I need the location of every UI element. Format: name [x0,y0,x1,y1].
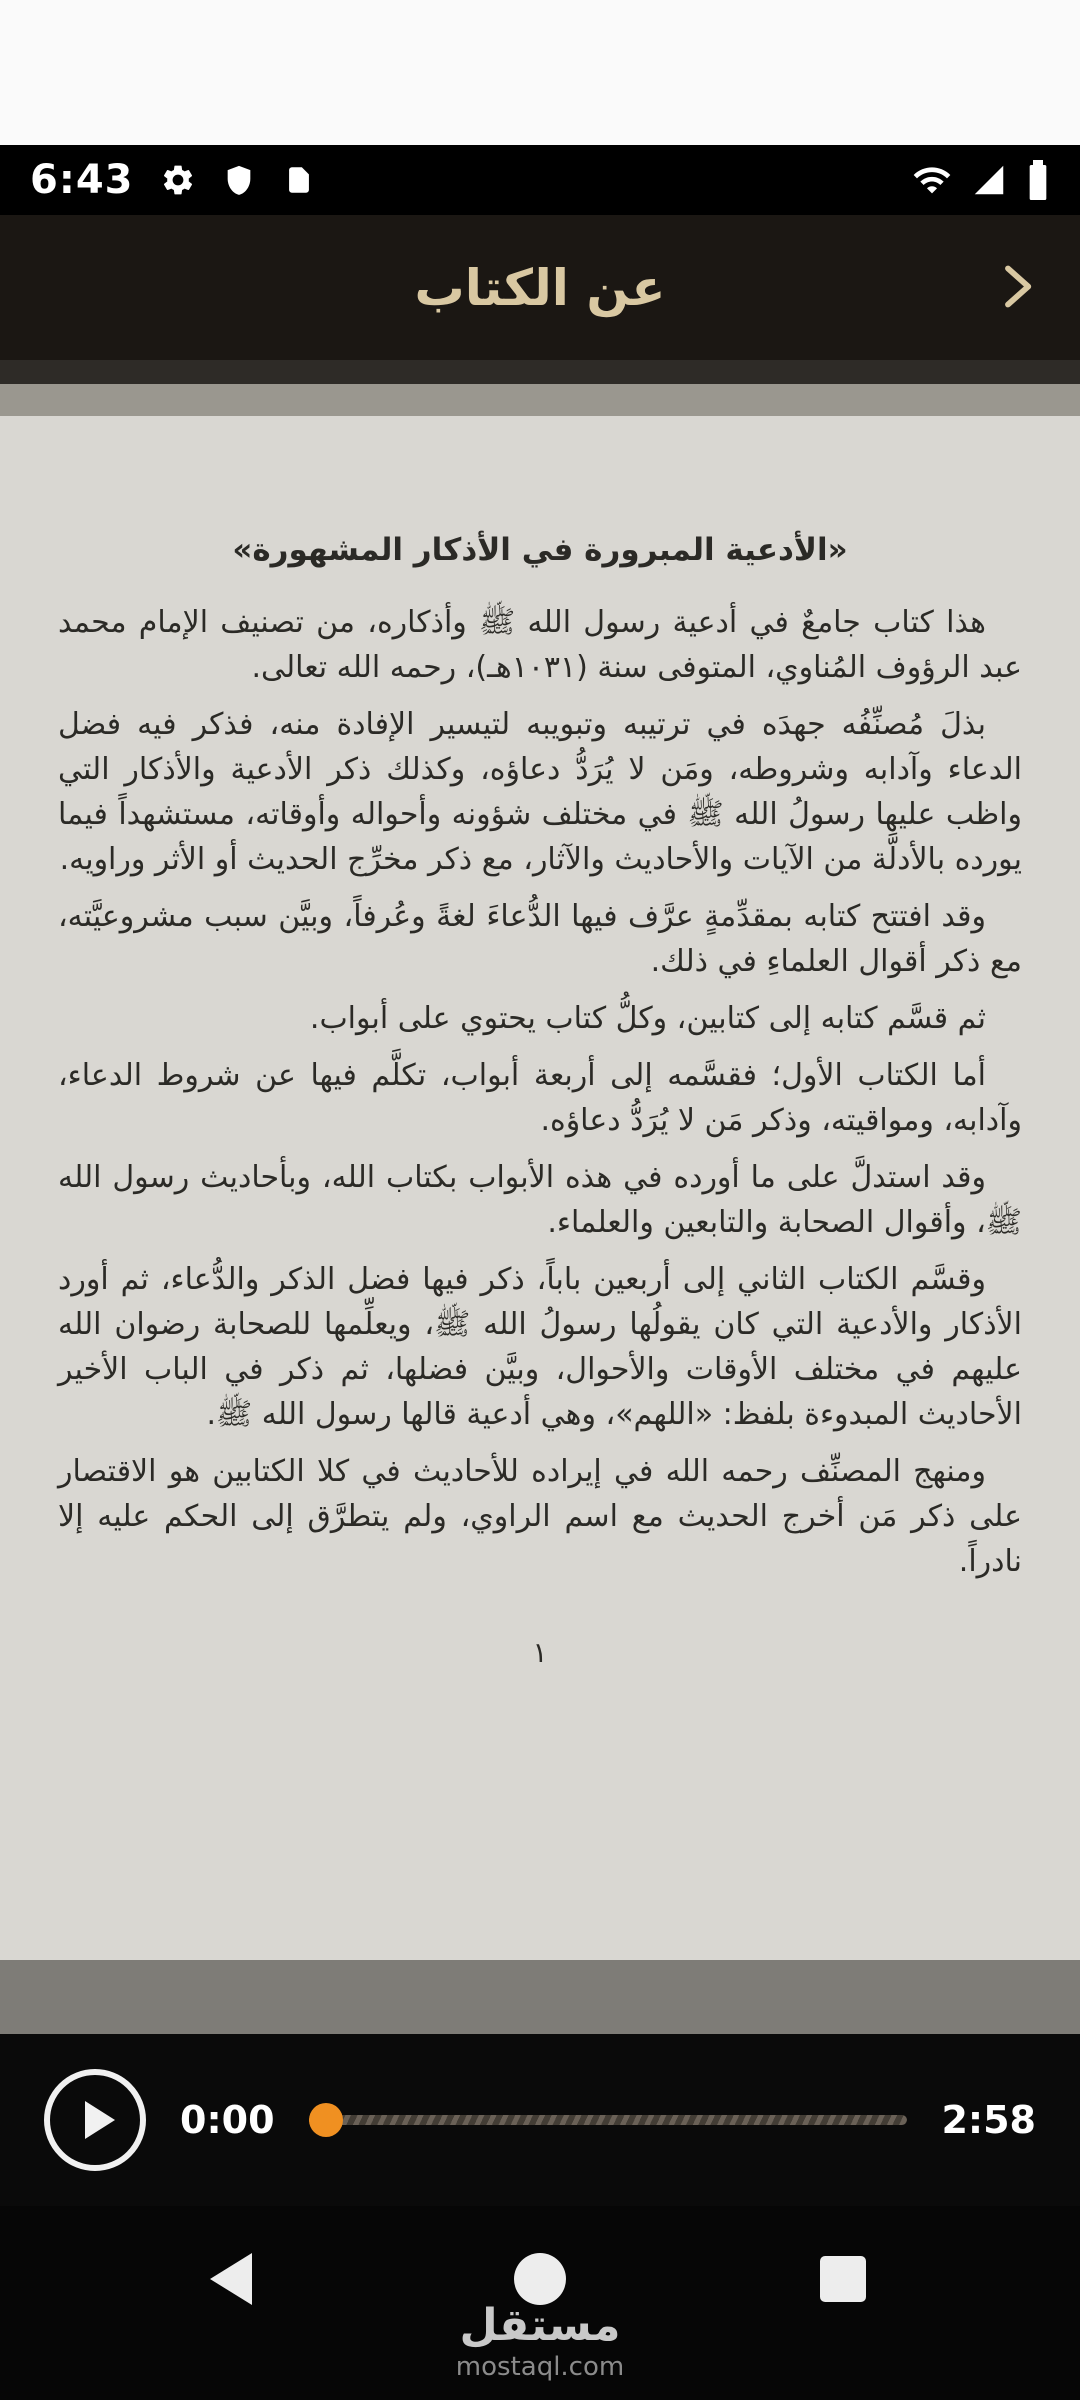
current-time: 0:00 [180,2098,275,2142]
status-bar [0,145,1080,215]
page-paragraph: وقسَّم الكتاب الثاني إلى أربعين باباً، ذكر فيها فضل الذكر والدُّعاء، ثم أورد الأذكار والأدعية التي كان يقولُها رسولُ الله ﷺ، ويعلِّمها للصحابة رضوان الله عليهم في مختلف الأوقات والأحوال، وبيَّن فضلها، ثم ذكر في الباب الأخير الأحاديث المبدوءة بلفظ: «اللهم»، وهي أدعية قالها رسول الله ﷺ. [58,1262,1022,1432]
page-paragraph: ومنهج المصنِّف رحمه الله في إيراده للأحاديث في كلا الكتابين هو الاقتصار على ذكر مَن أخرج الحديث مع اسم الراوي، ولم يتطرَّق إلى الحكم عليه إلا نادراً. [58,1454,1022,1579]
page-paragraph: ثم قسَّم كتابه إلى كتابين، وكلُّ كتاب يحتوي على أبواب. [309,1001,986,1036]
back-button[interactable] [984,253,1050,322]
book-page[interactable] [0,416,1080,1960]
cell-signal-icon [970,161,1008,199]
play-icon [85,2101,115,2139]
wifi-icon [912,160,952,200]
slider-thumb[interactable] [309,2103,343,2137]
app-bar [0,215,1080,360]
clock: 6:43 [30,157,134,203]
page-gap-band-bottom [0,1960,1080,2034]
page-number: ١ [532,1636,548,1669]
page-gap-band-top [0,384,1080,416]
status-bar-right [912,160,1050,200]
watermark-logo: مستقل [459,2300,621,2351]
slider-track [309,2115,908,2125]
top-letterbox [0,0,1080,145]
watermark [0,2302,1080,2382]
sim-card-icon [282,163,316,197]
settings-icon [160,162,196,198]
duration: 2:58 [941,2098,1036,2142]
play-button[interactable] [44,2069,146,2171]
reader-shadow-band [0,360,1080,384]
audio-player-bar [0,2034,1080,2206]
nav-home-button[interactable] [514,2253,566,2305]
chevron-right-icon [990,301,1044,316]
watermark-domain: mostaql.com [455,2352,625,2383]
book-title-heading: «الأدعية المبرورة في الأذكار المشهورة» [232,532,848,568]
page-paragraph: وقد افتتح كتابه بمقدِّمةٍ عرَّف فيها الدُّعاءَ لغةً وعُرفاً، وبيَّن سبب مشروعيَّته، مع ذكر أقوال العلماءِ في ذلك. [58,899,1022,979]
page-paragraph: وقد استدلَّ على ما أورده في هذه الأبواب بكتاب الله، وبأحاديث رسول الله ﷺ، وأقوال الصحابة والتابعين والعلماء. [58,1160,1022,1240]
status-bar-left [30,157,316,203]
seek-slider[interactable] [309,2100,908,2140]
nav-back-button[interactable] [210,2253,252,2305]
shield-icon [222,163,256,197]
page-title: عن الكتاب [414,258,666,317]
page-paragraph: بذلَ مُصنِّفُه جهدَه في ترتيبه وتبويبه لتيسير الإفادة منه، فذكر فيه فضل الدعاء وآدابه وشروطه، ومَن لا يُرَدُّ دعاؤه، وكذلك ذكر الأدعية والأذكار التي واظب عليها رسولُ الله ﷺ في مختلف شؤونه وأحواله وأوقاته، مستشهداً فيما يورده بالأدلَّة من الآيات والأحاديث والآثار، مع ذكر مخرِّج الحديث أو الأثر وراويه. [58,707,1022,877]
nav-recents-button[interactable] [820,2256,866,2302]
page-paragraph: هذا كتاب جامعٌ في أدعية رسول الله ﷺ وأذكاره، من تصنيف الإمام محمد عبد الرؤوف المُناوي، المتوفى سنة (١٠٣١هـ)، رحمه الله تعالى. [58,605,1022,685]
battery-icon [1026,160,1050,200]
page-paragraph: أما الكتاب الأول؛ فقسَّمه إلى أربعة أبواب، تكلَّم فيها عن شروط الدعاء، وآدابه، ومواقيته، وذكر مَن لا يُرَدُّ دعاؤه. [58,1058,1022,1138]
